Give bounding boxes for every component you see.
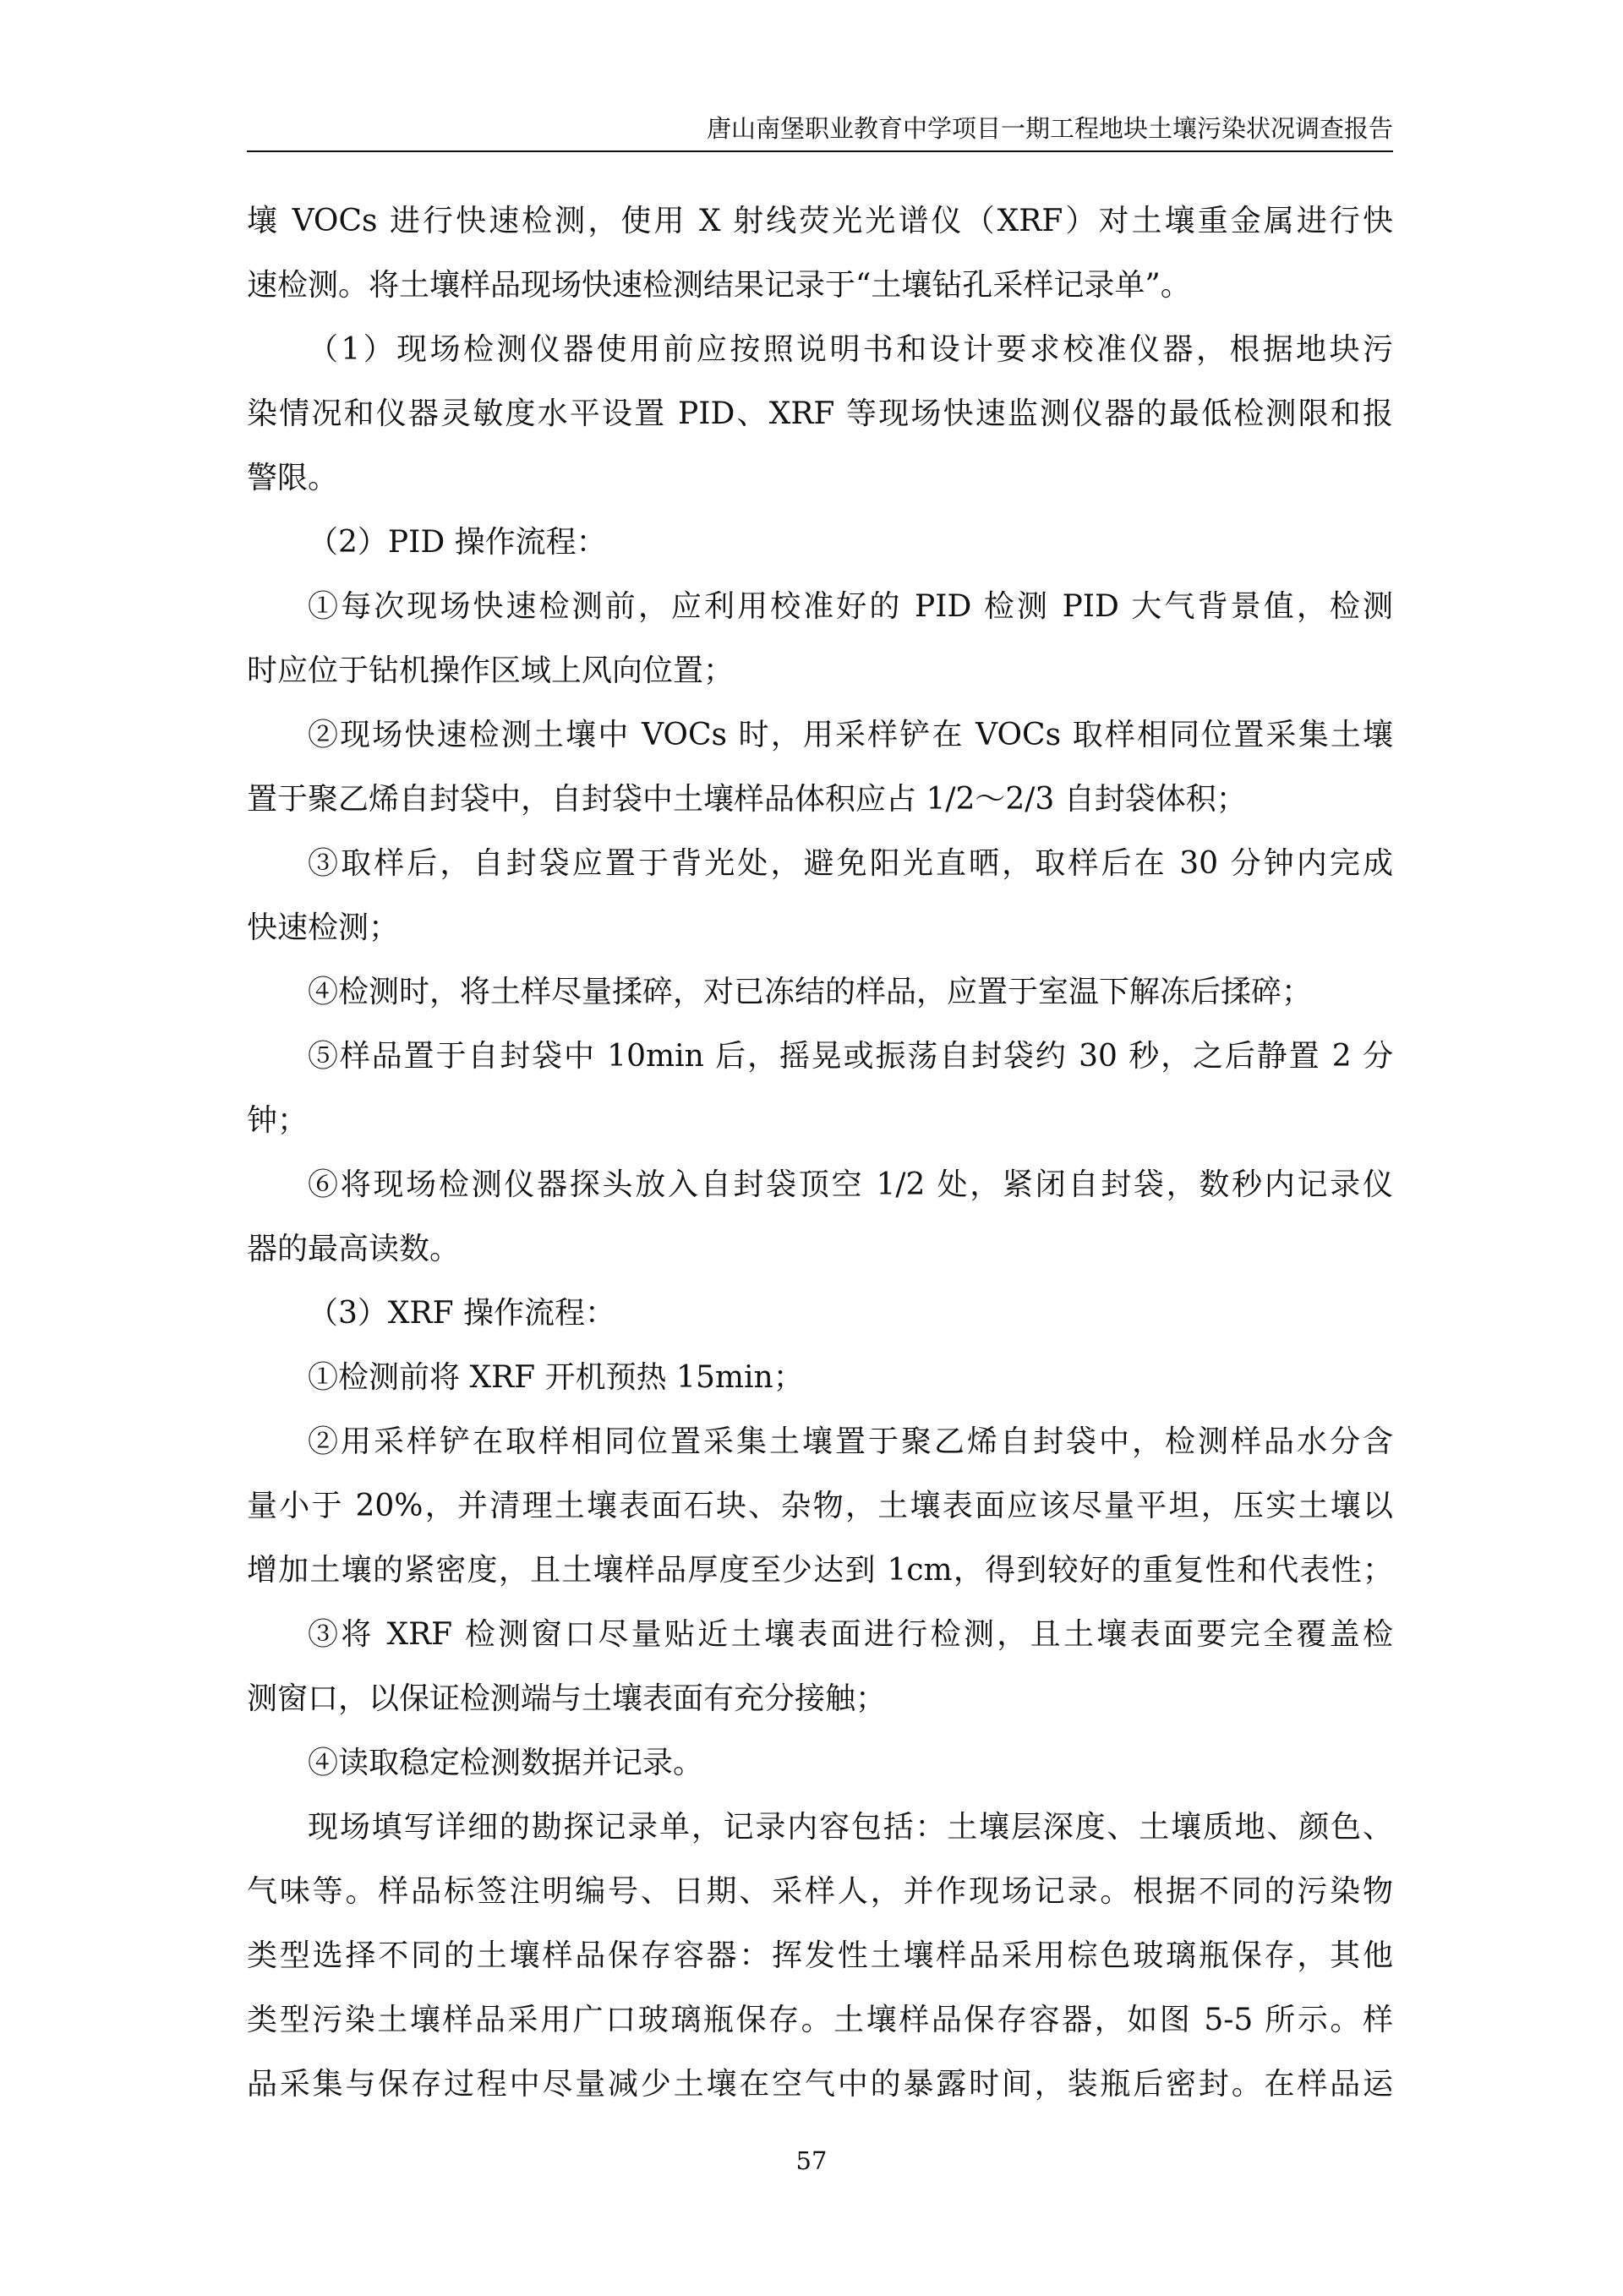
text-line: 时应位于钻机操作区域上风向位置； [247,653,735,688]
text-line: 速检测。将土壤样品现场快速检测结果记录于“土壤钻孔采样记录单”。 [247,268,1191,303]
text-line: ②用采样铲在取样相同位置采集土壤置于聚乙烯自封袋中，检测样品水分含 [308,1424,1393,1459]
text-line: 警限。 [247,461,339,495]
text-line: 现场填写详细的勘探记录单，记录内容包括：土壤层深度、土壤质地、颜色、 [308,1810,1393,1845]
text-line: ④检测时，将土样尽量揉碎，对已冻结的样品，应置于室温下解冻后揉碎； [308,975,1313,1009]
text-line: 量小于 20%，并清理土壤表面石块、杂物，土壤表面应该尽量平坦，压实土壤以 [247,1489,1393,1523]
text-line: 增加土壤的紧密度，且土壤样品厚度至少达到 1cm，得到较好的重复性和代表性； [247,1553,1393,1588]
text-line: ②现场快速检测土壤中 VOCs 时，用采样铲在 VOCs 取样相同位置采集土壤 [308,718,1393,752]
text-line: 类型污染土壤样品采用广口玻璃瓶保存。土壤样品保存容器，如图 5-5 所示。样 [247,2003,1393,2037]
text-line: ①检测前将 XRF 开机预热 15min； [308,1360,804,1395]
section-heading: （3）XRF 操作流程： [308,1296,616,1331]
text-line: 类型选择不同的土壤样品保存容器：挥发性土壤样品采用棕色玻璃瓶保存，其他 [247,1938,1393,1973]
text-line: 钟； [247,1103,309,1138]
header-divider [247,150,1393,152]
text-line: ③将 XRF 检测窗口尽量贴近土壤表面进行检测，且土壤表面要完全覆盖检 [308,1617,1393,1652]
text-line: 品采集与保存过程中尽量减少土壤在空气中的暴露时间，装瓶后密封。在样品运 [247,2067,1393,2102]
body-text [247,189,1393,2117]
text-line: 壤 VOCs 进行快速检测，使用 X 射线荧光光谱仪（XRF）对土壤重金属进行快 [247,204,1393,238]
running-header: 唐山南堡职业教育中学项目一期工程地块土壤污染状况调查报告 [706,114,1393,143]
text-line: ④读取稳定检测数据并记录。 [308,1746,704,1780]
text-line: 快速检测； [247,910,400,945]
text-line: 置于聚乙烯自封袋中，自封袋中土壤样品体积应占 1/2～2/3 自封袋体积； [247,782,1247,817]
text-line: ⑥将现场检测仪器探头放入自封袋顶空 1/2 处，紧闭自封袋，数秒内记录仪 [308,1167,1393,1202]
text-line: 气味等。样品标签注明编号、日期、采样人，并作现场记录。根据不同的污染物 [247,1874,1393,1909]
text-line: 器的最高读数。 [247,1232,461,1266]
section-heading: （2）PID 操作流程： [308,525,607,560]
text-line: 染情况和仪器灵敏度水平设置 PID、XRF 等现场快速监测仪器的最低检测限和报 [247,396,1393,431]
text-line: ①每次现场快速检测前，应利用校准好的 PID 检测 PID 大气背景值，检测 [308,589,1393,624]
text-line: （1）现场检测仪器使用前应按照说明书和设计要求校准仪器，根据地块污 [308,332,1393,367]
text-line: ③取样后，自封袋应置于背光处，避免阳光直晒，取样后在 30 分钟内完成 [308,846,1393,881]
text-line: ⑤样品置于自封袋中 10min 后，摇晃或振荡自封袋约 30 秒，之后静置 2 分 [308,1039,1393,1074]
page-number: 57 [795,2146,828,2175]
text-line: 测窗口，以保证检测端与土壤表面有充分接触； [247,1681,887,1716]
